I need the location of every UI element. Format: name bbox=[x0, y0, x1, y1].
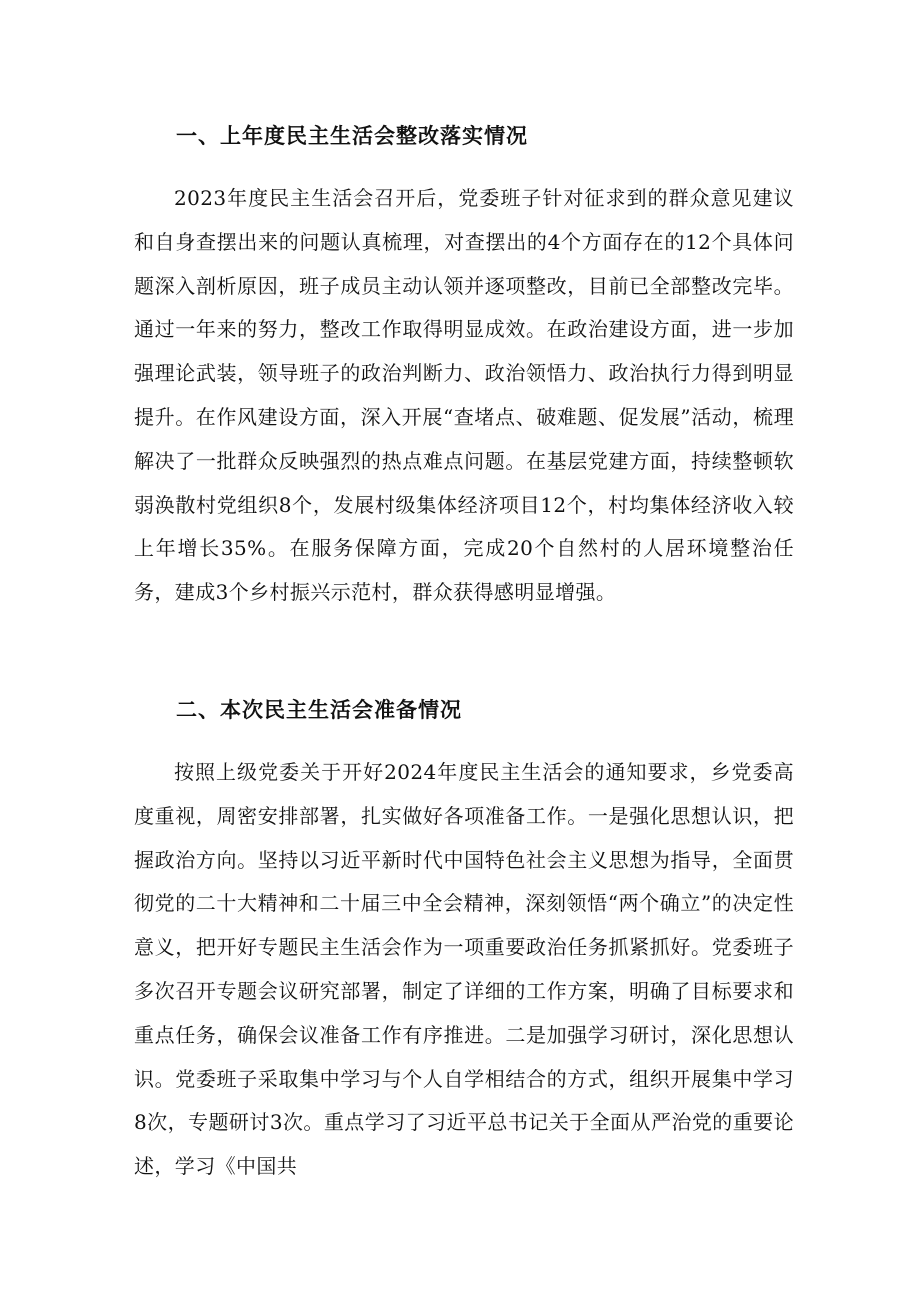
section-1-paragraph: 2023年度民主生活会召开后，党委班子针对征求到的群众意见建议和自身查摆出来的问题认真梳理，对查摆出的4个方面存在的12个具体问题深入剖析原因，班子成员主动认领并逐项整改，目前已全部整改完毕。通过一年来的努力，整改工作取得明显成效。在政治建设方面，进一步加强理论武装，领导班子的政治判断力、政治领悟力、政治执行力得到明显提升。在作风建设方面，深入开展“查堵点、破难题、促发展”活动，梳理解决了一批群众反映强烈的热点难点问题。在基层党建方面，持续整顿软弱涣散村党组织8个，发展村级集体经济项目12个，村均集体经济收入较上年增长35%。在服务保障方面，完成20个自然村的人居环境整治任务，建成3个乡村振兴示范村，群众获得感明显增强。 bbox=[134, 186, 794, 605]
section-2-heading: 二、本次民主生活会准备情况 bbox=[176, 698, 462, 722]
section-1-heading: 一、上年度民主生活会整改落实情况 bbox=[176, 124, 528, 148]
section-2-paragraph: 按照上级党委关于开好2024年度民主生活会的通知要求，乡党委高度重视，周密安排部署，扎实做好各项准备工作。一是强化思想认识，把握政治方向。坚持以习近平新时代中国特色社会主义思想为指导，全面贯彻党的二十大精神和二十届三中全会精神，深刻领悟“两个确立”的决定性意义，把开好专题民主生活会作为一项重要政治任务抓紧抓好。党委班子多次召开专题会议研究部署，制定了详细的工作方案，明确了目标要求和重点任务，确保会议准备工作有序推进。二是加强学习研讨，深化思想认识。党委班子采取集中学习与个人自学相结合的方式，组织开展集中学习8次，专题研讨3次。重点学习了习近平总书记关于全面从严治党的重要论述，学习《中国共 bbox=[134, 760, 794, 1179]
